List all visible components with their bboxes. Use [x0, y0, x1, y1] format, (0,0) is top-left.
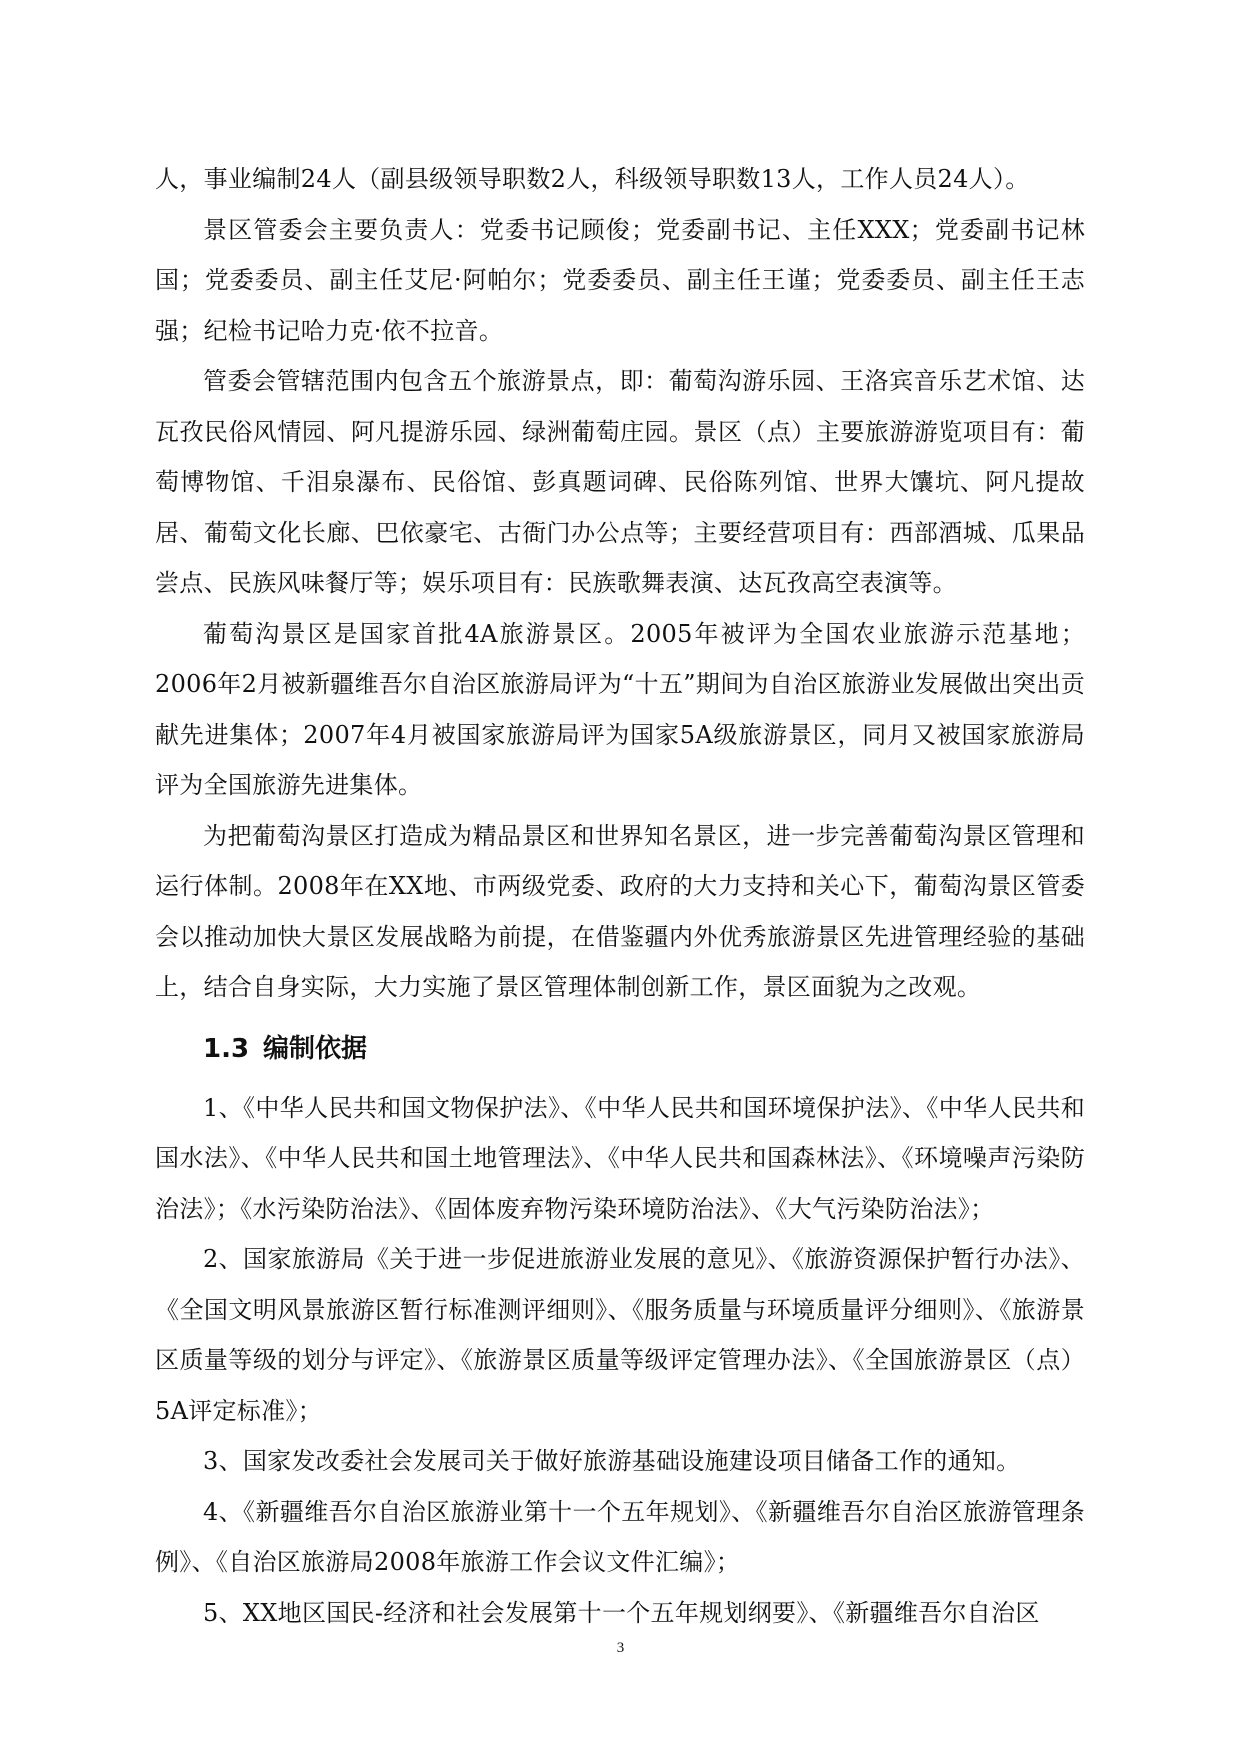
- paragraph: 1、《中华人民共和国文物保护法》、《中华人民共和国环境保护法》、《中华人民共和国水法》、《中华人民共和国土地管理法》、《中华人民共和国森林法》、《环境噪声污染防治法》；《水污染防治法》、《固体废弃物污染环境防治法》、《大气污染防治法》；: [155, 1093, 1085, 1223]
- paragraph: 葡萄沟景区是国家首批4A旅游景区。2005年被评为全国农业旅游示范基地；2006年2月被新疆维吾尔自治区旅游局评为“十五”期间为自治区旅游业发展做出突出贡献先进集体；2007年4月被国家旅游局评为国家5A级旅游景区，同月又被国家旅游局评为全国旅游先进集体。: [155, 619, 1085, 799]
- paragraph: 3、国家发改委社会发展司关于做好旅游基础设施建设项目储备工作的通知。: [203, 1447, 1021, 1475]
- page-number: 3: [616, 1640, 625, 1656]
- section-heading: [203, 1021, 1085, 1077]
- basis-list: [155, 1083, 1085, 1639]
- paragraph: 景区管委会主要负责人：党委书记顾俊；党委副书记、主任XXX；党委副书记林国；党委委员、副主任艾尼·阿帕尔；党委委员、副主任王谨；党委委员、副主任王志强；纪检书记哈力克·依不拉音。: [155, 215, 1085, 345]
- paragraph: 4、《新疆维吾尔自治区旅游业第十一个五年规划》、《新疆维吾尔自治区旅游管理条例》、《自治区旅游局2008年旅游工作会议文件汇编》；: [155, 1497, 1085, 1576]
- paragraph: 管委会管辖范围内包含五个旅游景点，即：葡萄沟游乐园、王洛宾音乐艺术馆、达瓦孜民俗风情园、阿凡提游乐园、绿洲葡萄庄园。景区（点）主要旅游游览项目有：葡萄博物馆、千泪泉瀑布、民俗馆、彭真题词碑、民俗陈列馆、世界大馕坑、阿凡提故居、葡萄文化长廊、巴依豪宅、古衙门办公点等；主要经营项目有：西部酒城、瓜果品尝点、民族风味餐厅等；娱乐项目有：民族歌舞表演、达瓦孜高空表演等。: [155, 367, 1085, 597]
- paragraph: 为把葡萄沟景区打造成为精品景区和世界知名景区，进一步完善葡萄沟景区管理和运行体制。2008年在XX地、市两级党委、政府的大力支持和关心下，葡萄沟景区管委会以推动加快大景区发展战略为前提，在借鉴疆内外优秀旅游景区先进管理经验的基础上，结合自身实际，大力实施了景区管理体制创新工作，景区面貌为之改观。: [155, 821, 1085, 1001]
- section-title: 编制依据: [263, 1033, 368, 1064]
- page-body: [155, 154, 1085, 1638]
- paragraph: 2、国家旅游局《关于进一步促进旅游业发展的意见》、《旅游资源保护暂行办法》、《全国文明风景旅游区暂行标准测评细则》、《服务质量与环境质量评分细则》、《旅游景区质量等级的划分与评定》、《旅游景区质量等级评定管理办法》、《全国旅游景区（点）5A评定标准》；: [155, 1245, 1085, 1425]
- paragraph: 人，事业编制24人（副县级领导职数2人，科级领导职数13人，工作人员24人）。: [155, 165, 1030, 193]
- paragraph: 5、XX地区国民-经济和社会发展第十一个五年规划纲要》、《新疆维吾尔自治区: [203, 1598, 1040, 1627]
- background-section: [155, 154, 1085, 1013]
- section-number: 1.3: [203, 1033, 250, 1064]
